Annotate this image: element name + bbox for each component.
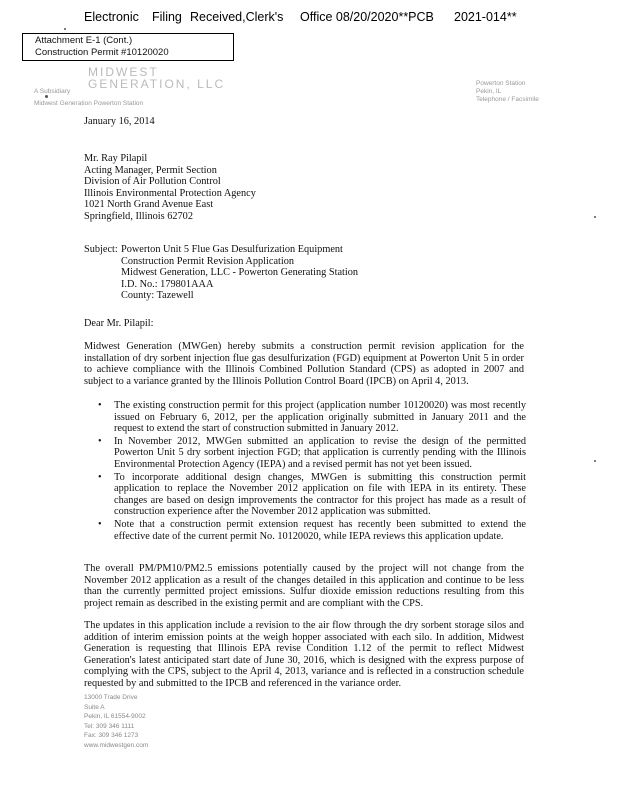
footer-line: Fax: 309 346 1273 — [84, 732, 139, 739]
letterhead-left-small-1: A Subsidiary — [34, 88, 71, 95]
filing-stamp-filing: Filing — [152, 10, 182, 24]
subject-label: Subject: — [84, 244, 118, 255]
scan-speck — [64, 28, 66, 30]
footer-line: www.midwestgen.com — [84, 741, 149, 749]
subject-line: Construction Permit Revision Application — [121, 255, 295, 267]
letterhead-right-3: Telephone / Facsimile — [476, 96, 539, 103]
address-line: Mr. Ray Pilapil — [84, 153, 148, 164]
body-paragraph-2: The overall PM/PM10/PM2.5 emissions potentially caused by the project will not change from the November 2012 application as a result of the changes detailed in this application and continue to be less than the currently permitted project emissions. Sulfur dioxide emission reductions resulting from this project remain as described in the existing permit and are compliant with the CPS. — [84, 563, 524, 609]
logo-line-2: GENERATION, LLC — [88, 77, 226, 91]
scan-speck — [594, 216, 596, 218]
bullet-item: • The existing construction permit for this project (application number 10120020) was most recently issued on February 6, 2012, per the application originally submitted in January 2011 and the request to extend the start of construction submitted in January 2012. — [98, 400, 526, 435]
subject-line: County: Tazewell — [121, 290, 194, 302]
bullet-item: • To incorporate additional design changes, MWGen is submitting this construction permit application to replace the November 2012 application on file with IEPA in its entirety. These changes are based on design improvements the contractor for this project has made as a result of construction experience after the November 2012 application was submitted. — [98, 471, 526, 518]
body-paragraph-3: The updates in this application include a revision to the air flow through the dry sorbent storage silos and addition of interim emission points at the weigh hopper associated with each silo. In addition, Midwest Generation is requesting that Illinois EPA revise Condition 1.12 of the permit to reflect Midwest Generation's latest anticipated start date of June 30, 2016, which is designed with the express purpose of complying with the CPS, subject to the April 4, 2013, variance and is reflected in a construction schedule requested by and submitted to the IPCB and referenced in the variance order. — [84, 620, 524, 689]
bullet-item: • In November 2012, MWGen submitted an application to revise the design of the permitted Powerton Unit 5 dry sorbent injection FGD; that application is currently pending with the Illinois Environmental Protection Agency (IEPA) and a revised permit has not yet been issued. — [98, 435, 526, 470]
footer-line: Tel: 309 346 1111 — [84, 722, 135, 730]
address-line: Springfield, Illinois 62702 — [84, 210, 193, 222]
filing-stamp-electronic: Electronic — [84, 10, 139, 24]
bullet-text: The existing construction permit for this project (application number 10120020) was most recently issued on February 6, 2012, per the application originally submitted in January 2011 and the request to extend the start of construction submitted in January 2012. — [114, 400, 526, 435]
letterhead-right-1: Powerton Station — [476, 80, 526, 87]
bullet-text: To incorporate additional design changes, MWGen is submitting this construction permit application to replace the November 2012 application on file with IEPA in its entirety. These changes are based on design improvements the contractor for this project has made as a result of construction experience after the November 2012 application was submitted. — [114, 471, 526, 518]
footer-line: Suite A — [84, 703, 105, 711]
scan-speck — [594, 460, 596, 462]
address-line: 1021 North Grand Avenue East — [84, 199, 214, 211]
subject-line: Powerton Unit 5 Flue Gas Desulfurization Equipment — [121, 244, 343, 255]
bullet-text: In November 2012, MWGen submitted an application to revise the design of the permitted Powerton Unit 5 dry sorbent injection FGD; that application is currently pending with the Illinois Environmental Protection Agency (IEPA) and a revised permit has not yet been issued. — [114, 435, 526, 470]
letter-date: January 16, 2014 — [84, 116, 155, 127]
body-paragraph-1: Midwest Generation (MWGen) hereby submits a construction permit revision application for the installation of dry sorbent injection flue gas desulfurization (FGD) equipment at Powerton Unit 5 in order to achieve compliance with the Illinois Combined Pollution Standard (CPS) as adopted in 2007 and subject to a variance granted by the Illinois Pollution Control Board (IPCB) on April 4, 2013. — [84, 341, 524, 387]
letterhead-left-small-2: Midwest Generation Powerton Station — [34, 100, 144, 107]
bullet-list — [96, 400, 526, 543]
letterhead-right-block — [476, 80, 539, 104]
footer-address-block — [84, 693, 148, 750]
subject-line: I.D. No.: 179801AAA — [121, 278, 214, 290]
recipient-address — [84, 153, 256, 223]
footer-line: 13000 Trade Drive — [84, 694, 138, 701]
bullet-item: • Note that a construction permit extension request has recently been submitted to extend the effective date of the current permit No. 10120020, while IEPA reviews this application update. — [98, 518, 526, 542]
filing-stamp-docket: 2021-014** — [454, 10, 517, 24]
bullet-text: Note that a construction permit extension request has recently been submitted to extend the effective date of the current permit No. 10120020, while IEPA reviews this application update. — [114, 518, 526, 542]
subject-line: Midwest Generation, LLC - Powerton Generating Station — [121, 267, 359, 279]
footer-line: Pekin, IL 61554-9002 — [84, 713, 146, 720]
address-line: Division of Air Pollution Control — [84, 176, 221, 188]
logo-line-1: MIDWEST — [88, 65, 159, 79]
filing-stamp-office-date: Office 08/20/2020**PCB — [300, 10, 434, 24]
letterhead-right-2: Pekin, IL — [476, 88, 502, 95]
salutation: Dear Mr. Pilapil: — [84, 318, 154, 329]
filing-stamp-received: Received,Clerk's — [190, 10, 284, 24]
attachment-line-2: Construction Permit #10120020 — [35, 47, 169, 58]
attachment-line-1: Attachment E-1 (Cont.) — [35, 35, 133, 46]
company-logo — [88, 66, 248, 92]
address-line: Acting Manager, Permit Section — [84, 164, 217, 176]
attachment-label-box — [22, 33, 234, 61]
address-line: Illinois Environmental Protection Agency — [84, 187, 256, 199]
